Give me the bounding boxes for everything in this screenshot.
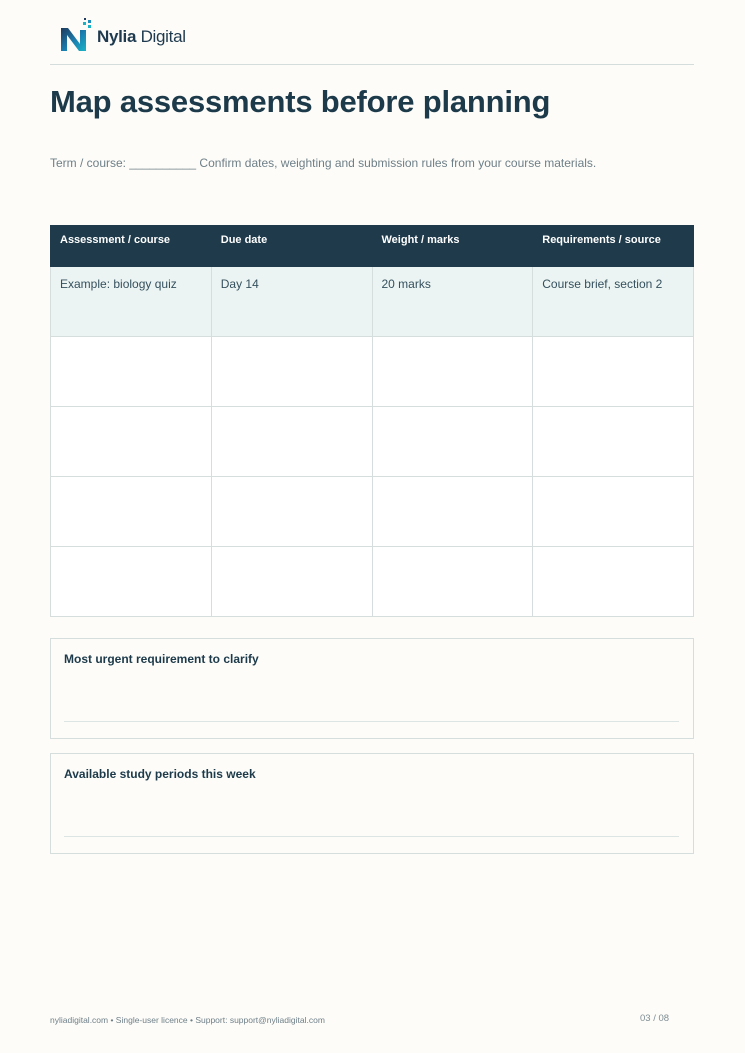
urgent-requirement-box	[50, 638, 694, 739]
table-row	[51, 477, 694, 547]
table-cell: Example: biology quiz	[51, 267, 212, 337]
header-assessment-course: Assessment / course	[51, 226, 212, 267]
footer-info: nyliadigital.com • Single-user licence • Support: support@nyliadigital.com	[50, 1015, 325, 1025]
table-cell-blank[interactable]	[372, 407, 533, 477]
table-cell-blank[interactable]	[372, 547, 533, 617]
study-periods-label: Available study periods this week	[64, 767, 256, 781]
table-cell-blank[interactable]	[533, 407, 694, 477]
nylia-logo-icon	[58, 18, 94, 54]
table-row	[51, 337, 694, 407]
table-header-row	[51, 226, 694, 267]
page-number: 03 / 08	[640, 1013, 670, 1024]
table-cell-blank[interactable]	[533, 547, 694, 617]
assessment-table	[50, 225, 694, 617]
urgent-requirement-label: Most urgent requirement to clarify	[64, 652, 259, 666]
table-cell-blank[interactable]	[51, 477, 212, 547]
table-cell-blank[interactable]	[51, 547, 212, 617]
table-row-example	[51, 267, 694, 337]
table-cell-blank[interactable]	[211, 547, 372, 617]
table-cell-blank[interactable]	[533, 477, 694, 547]
table-cell-blank[interactable]	[211, 337, 372, 407]
table-cell-blank[interactable]	[51, 407, 212, 477]
table-cell: Course brief, section 2	[533, 267, 694, 337]
table-cell-blank[interactable]	[211, 407, 372, 477]
header-due-date: Due date	[211, 226, 372, 267]
header-weight-marks: Weight / marks	[372, 226, 533, 267]
table-cell-blank[interactable]	[372, 477, 533, 547]
table-cell: 20 marks	[372, 267, 533, 337]
intro-text: Term / course: __________ Confirm dates, weighting and submission rules from your course materials.	[50, 156, 597, 170]
urgent-requirement-writing-line[interactable]	[64, 721, 679, 722]
table-cell-blank[interactable]	[533, 337, 694, 407]
table-cell-blank[interactable]	[372, 337, 533, 407]
brand-name: Nylia Digital	[97, 27, 186, 46]
page-header	[50, 15, 694, 65]
brand-logo	[58, 16, 186, 56]
study-periods-box	[50, 753, 694, 854]
table-cell-blank[interactable]	[51, 337, 212, 407]
table-row	[51, 547, 694, 617]
header-requirements-source: Requirements / source	[533, 226, 694, 267]
table-cell-blank[interactable]	[211, 477, 372, 547]
page-title: Map assessments before planning	[50, 84, 551, 119]
table-cell: Day 14	[211, 267, 372, 337]
study-periods-writing-line[interactable]	[64, 836, 679, 837]
table-row	[51, 407, 694, 477]
